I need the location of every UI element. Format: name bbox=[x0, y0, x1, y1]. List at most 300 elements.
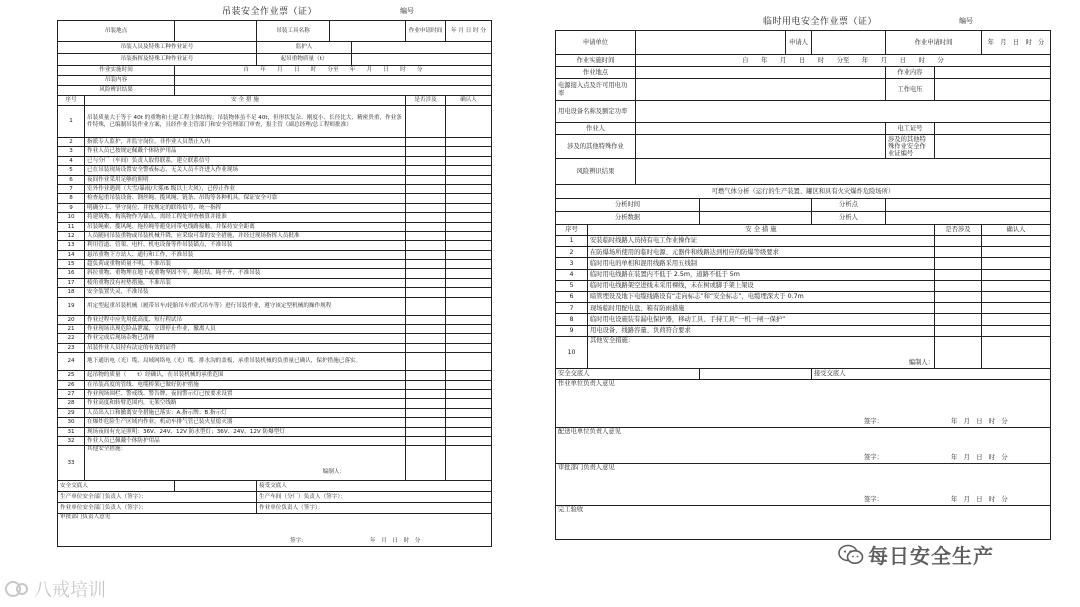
other-measures-cell[interactable] bbox=[588, 336, 935, 368]
measure-row bbox=[556, 314, 1051, 325]
other-confirmer[interactable] bbox=[446, 446, 492, 481]
editor-label: 编制人： bbox=[322, 468, 346, 475]
measure-row bbox=[556, 303, 1051, 314]
measure-no: 32 bbox=[58, 436, 85, 445]
apply-time-label: 作业申请时间 bbox=[886, 31, 982, 55]
measure-involved[interactable] bbox=[406, 399, 446, 408]
other-no: 33 bbox=[58, 446, 85, 481]
measure-no: 30 bbox=[58, 418, 85, 427]
measure-involved[interactable] bbox=[935, 325, 982, 336]
other-measures-label: 其他安全措施： bbox=[590, 336, 635, 344]
measure-no: 9 bbox=[58, 203, 85, 212]
measure-no: 2 bbox=[556, 247, 588, 258]
apply-time-label: 作业申请时间 bbox=[406, 21, 446, 42]
measure-no: 31 bbox=[58, 427, 85, 436]
measure-no: 7 bbox=[556, 303, 588, 314]
measure-text: 室外作业遇到（大雪/暴雨/大雾/6 级以上大风），已停止作业 bbox=[85, 184, 406, 193]
other-measures-cell[interactable] bbox=[85, 446, 406, 481]
measure-involved[interactable] bbox=[406, 175, 446, 184]
measure-involved[interactable] bbox=[406, 325, 446, 334]
measure-confirmer[interactable] bbox=[446, 353, 492, 371]
applicant-label: 申请人 bbox=[786, 31, 812, 55]
measure-involved[interactable] bbox=[935, 269, 982, 280]
measure-involved[interactable] bbox=[406, 222, 446, 231]
measure-confirmer[interactable] bbox=[446, 380, 492, 389]
measure-involved[interactable] bbox=[935, 258, 982, 269]
measure-confirmer[interactable] bbox=[446, 222, 492, 231]
col-involved: 是否涉及 bbox=[935, 225, 982, 236]
measure-confirmer[interactable] bbox=[982, 291, 1051, 302]
col-measures: 安 全 措 施 bbox=[588, 225, 935, 236]
measure-confirmer[interactable] bbox=[982, 236, 1051, 247]
approval-date: 年 月 日 时 分 bbox=[951, 496, 1008, 504]
training-watermark-text: 八戒培训 bbox=[34, 580, 106, 601]
completion-label: 完工验收 bbox=[558, 505, 584, 513]
measure-text: 已在吊装现场设置安全警戒标志，无关人员不许进入作业现场 bbox=[85, 166, 406, 175]
measure-row bbox=[58, 213, 492, 222]
implement-time-label: 作业实施时间 bbox=[556, 55, 636, 67]
measure-row bbox=[58, 343, 492, 352]
measure-row bbox=[58, 297, 492, 315]
measure-text: 利用管道、管架、电杆、机电设备等作吊装锚点，不准吊装 bbox=[85, 241, 406, 250]
measure-confirmer[interactable] bbox=[446, 389, 492, 398]
measure-row bbox=[58, 222, 492, 231]
measure-confirmer[interactable] bbox=[446, 231, 492, 240]
other-involved[interactable] bbox=[935, 336, 982, 368]
measure-involved[interactable] bbox=[406, 250, 446, 259]
measure-involved[interactable] bbox=[406, 371, 446, 380]
measure-involved[interactable] bbox=[406, 184, 446, 193]
measure-involved[interactable] bbox=[406, 241, 446, 250]
discloser-label: 安全交底人 bbox=[58, 481, 175, 492]
measure-involved[interactable] bbox=[406, 203, 446, 212]
lifting-permit-title: 吊装安全作业票（证） bbox=[222, 7, 318, 17]
measure-confirmer[interactable] bbox=[446, 278, 492, 287]
completion-cell[interactable] bbox=[556, 505, 1051, 539]
measure-row bbox=[58, 408, 492, 417]
measure-involved[interactable] bbox=[406, 278, 446, 287]
measure-row bbox=[556, 280, 1051, 291]
measure-confirmer[interactable] bbox=[446, 260, 492, 269]
measure-no: 3 bbox=[58, 147, 85, 156]
wechat-watermark bbox=[838, 540, 994, 569]
gas-analysis-title: 可燃气体分析（运行的生产装置、罐区和具有火灾爆炸危险场所） bbox=[556, 185, 1051, 199]
measure-text: 作业现场围栏、警戒线、警告牌、夜间警示灯已按要求设置 bbox=[85, 389, 406, 398]
measure-confirmer[interactable] bbox=[446, 399, 492, 408]
measure-involved[interactable] bbox=[406, 408, 446, 417]
measure-confirmer[interactable] bbox=[446, 156, 492, 165]
measure-no: 1 bbox=[58, 106, 85, 138]
measure-no: 9 bbox=[556, 325, 588, 336]
apply-time-value[interactable]: 年 月 日 时 分 bbox=[446, 21, 492, 42]
measure-confirmer[interactable] bbox=[446, 436, 492, 445]
col-no: 序号 bbox=[58, 96, 85, 106]
discloser-label: 安全交底人 bbox=[556, 368, 700, 379]
measure-row bbox=[58, 250, 492, 259]
measure-row bbox=[58, 436, 492, 445]
approval-sign-label: 签字： bbox=[864, 496, 883, 504]
voltage-label: 工作电压 bbox=[886, 79, 935, 101]
measure-row bbox=[58, 389, 492, 398]
content-value[interactable] bbox=[935, 67, 1051, 79]
measure-confirmer[interactable] bbox=[446, 288, 492, 297]
approval-opinion-label: 审批部门负责人意见 bbox=[558, 463, 615, 471]
other-measures-label: 其他安全措施： bbox=[87, 446, 127, 453]
measure-no: 10 bbox=[58, 213, 85, 222]
site-label: 作业地点 bbox=[556, 67, 636, 79]
measure-involved[interactable] bbox=[406, 260, 446, 269]
lifting-measure-list bbox=[58, 106, 492, 446]
measure-text: 地下通讯电（光）缆、局域网络电（光）缆、排水沟的盖板，承重吊装机械的负重量已确认，保护措施已落实。 bbox=[85, 353, 406, 371]
measure-no: 18 bbox=[58, 288, 85, 297]
site-label: 吊装地点 bbox=[58, 21, 175, 42]
training-logo-icon bbox=[4, 578, 30, 600]
measure-involved[interactable] bbox=[406, 288, 446, 297]
special-label: 涉及的其他特殊作业 bbox=[556, 135, 636, 159]
approval-opinion-cell[interactable] bbox=[556, 463, 1051, 505]
measure-row bbox=[58, 241, 492, 250]
discloser-value[interactable] bbox=[175, 481, 257, 492]
work-unit-sign-label: 签字： bbox=[864, 418, 883, 426]
implement-time-label: 作业实施时间 bbox=[58, 66, 175, 76]
measure-row bbox=[58, 278, 492, 287]
measure-no: 17 bbox=[58, 278, 85, 287]
measure-text: 棱角重物没有衬垫措施，不准吊装 bbox=[85, 278, 406, 287]
lifting-permit-number-label: 编号 bbox=[400, 7, 414, 15]
risk-label: 风险辨识结果 bbox=[58, 86, 175, 96]
equipment-value[interactable] bbox=[636, 101, 1051, 123]
measure-no: 26 bbox=[58, 380, 85, 389]
prod-mgr-label: 生产单位安全部门负责人（签字）： bbox=[58, 492, 257, 503]
measure-row bbox=[58, 334, 492, 343]
measure-confirmer[interactable] bbox=[446, 269, 492, 278]
measure-no: 6 bbox=[58, 175, 85, 184]
measure-confirmer[interactable] bbox=[446, 315, 492, 324]
measure-text: 临时用电线路在装置内不低于 2.5m，道路不低于 5m bbox=[588, 269, 935, 280]
measure-confirmer[interactable] bbox=[446, 427, 492, 436]
measure-confirmer[interactable] bbox=[446, 408, 492, 417]
measure-no: 3 bbox=[556, 258, 588, 269]
work-unit-opinion-cell[interactable] bbox=[556, 379, 1051, 427]
measure-involved[interactable] bbox=[406, 380, 446, 389]
measure-confirmer[interactable] bbox=[446, 184, 492, 193]
measure-row bbox=[58, 353, 492, 371]
measure-confirmer[interactable] bbox=[446, 213, 492, 222]
special-value[interactable] bbox=[636, 135, 886, 159]
measure-confirmer[interactable] bbox=[446, 138, 492, 147]
measure-no: 13 bbox=[58, 241, 85, 250]
measure-involved[interactable] bbox=[406, 147, 446, 156]
col-confirmer: 确认人 bbox=[982, 225, 1051, 236]
measure-no: 16 bbox=[58, 269, 85, 278]
measure-text: 吊装质量大于等于 40t 的重物和土建工程主体结构；吊装物体虽不足 40t，但形状复杂、刚度小、长径比大、精密贵重，作业条件特殊，已编制吊装作业方案，且经作业主管部门和安全管理部门审查，报主管（副总经理/总工程师批准） bbox=[85, 106, 406, 138]
electrician-value[interactable] bbox=[935, 123, 1051, 135]
measure-row bbox=[58, 288, 492, 297]
measure-involved[interactable] bbox=[406, 334, 446, 343]
measure-no: 19 bbox=[58, 297, 85, 315]
measure-no: 25 bbox=[58, 371, 85, 380]
measure-confirmer[interactable] bbox=[446, 250, 492, 259]
unit-value[interactable] bbox=[636, 31, 786, 55]
electricity-permit-number-label: 编号 bbox=[959, 17, 973, 25]
measure-confirmer[interactable] bbox=[446, 325, 492, 334]
site-value[interactable] bbox=[636, 67, 886, 79]
analysis-time-label: 分析时间 bbox=[556, 199, 700, 212]
measure-involved[interactable] bbox=[406, 156, 446, 165]
discloser-value[interactable] bbox=[700, 368, 812, 379]
measure-involved[interactable] bbox=[406, 138, 446, 147]
measure-text: 明确分工、坚守岗位，并按规定的联络信号，统一指挥 bbox=[85, 203, 406, 212]
analyst-value[interactable] bbox=[886, 212, 1051, 225]
risk-value[interactable] bbox=[636, 159, 1051, 185]
measure-confirmer[interactable] bbox=[982, 280, 1051, 291]
measure-confirmer[interactable] bbox=[446, 241, 492, 250]
measure-involved[interactable] bbox=[935, 236, 982, 247]
measure-confirmer[interactable] bbox=[446, 334, 492, 343]
measure-text: 人员出入口和撤离安全措施已落实：A.指示牌；B.指示灯 bbox=[85, 408, 406, 417]
wechat-watermark-text: 每日安全生产 bbox=[868, 544, 994, 568]
measure-no: 20 bbox=[58, 315, 85, 324]
risk-label: 风险辨识结果 bbox=[556, 159, 636, 185]
col-confirmer: 确认人 bbox=[446, 96, 492, 106]
measure-confirmer[interactable] bbox=[982, 269, 1051, 280]
implement-time-value[interactable]: 自 年 月 日 时 分至 年 月 日 时 分 bbox=[636, 55, 1051, 67]
measure-involved[interactable] bbox=[406, 269, 446, 278]
access-label: 电源接入点及许可用电功率 bbox=[556, 79, 636, 101]
measure-confirmer[interactable] bbox=[982, 303, 1051, 314]
measure-text: 临时用电线路架空进线未采用裸线，未在树或脚手架上架设 bbox=[588, 280, 935, 291]
measure-row bbox=[556, 325, 1051, 336]
measure-involved[interactable] bbox=[406, 343, 446, 352]
guardian-label: 监护人 bbox=[257, 42, 352, 54]
measure-involved[interactable] bbox=[406, 194, 446, 203]
measure-no: 2 bbox=[58, 138, 85, 147]
measure-no: 12 bbox=[58, 231, 85, 240]
measure-no: 14 bbox=[58, 250, 85, 259]
col-measures: 安 全 措 施 bbox=[85, 96, 406, 106]
measure-confirmer[interactable] bbox=[446, 371, 492, 380]
measure-text: 吊装绳索、揽风绳、拖拉绳等避免同带电线路接触，并保持安全距离 bbox=[85, 222, 406, 231]
measure-confirmer[interactable] bbox=[982, 314, 1051, 325]
content-label: 吊装内容 bbox=[58, 76, 175, 86]
measure-row bbox=[58, 184, 492, 193]
electrician-label: 电工证号 bbox=[886, 123, 935, 135]
measure-involved[interactable] bbox=[406, 315, 446, 324]
measure-text: 作业人员已佩戴个体防护用品 bbox=[85, 436, 406, 445]
equipment-label: 用电设备名称及额定功率 bbox=[556, 101, 636, 123]
measure-confirmer[interactable] bbox=[446, 166, 492, 175]
applicant-value[interactable] bbox=[812, 31, 886, 55]
measure-text: 人员随同吊装重物或吊装机械升降，应采取可靠的安全措施，并经过现场指挥人员批准 bbox=[85, 231, 406, 240]
approval-date: 年 月 日 时 分 bbox=[370, 537, 421, 544]
measure-involved[interactable] bbox=[406, 353, 446, 371]
measure-no: 21 bbox=[58, 325, 85, 334]
measure-text: 将建筑物、构筑物作为锚点，需经工程处审查核算并批准 bbox=[85, 213, 406, 222]
power-unit-date: 年 月 日 时 分 bbox=[951, 454, 1008, 462]
measure-text: 作业完成后现场杂物已清理 bbox=[85, 334, 406, 343]
measure-text: 在吊装高度的管线、电缆桥架已做好防护措施 bbox=[85, 380, 406, 389]
measure-no: 28 bbox=[58, 399, 85, 408]
unit-label: 申请单位 bbox=[556, 31, 636, 55]
apply-time-value[interactable]: 年 月 日 时 分 bbox=[982, 31, 1051, 55]
crew-cert-label: 吊装人员及特殊工种作业证号 bbox=[58, 42, 257, 54]
measure-confirmer[interactable] bbox=[446, 203, 492, 212]
measure-no: 5 bbox=[58, 166, 85, 175]
measure-no: 5 bbox=[556, 280, 588, 291]
tool-value[interactable] bbox=[330, 21, 406, 42]
measure-row bbox=[58, 175, 492, 184]
measure-confirmer[interactable] bbox=[446, 147, 492, 156]
voltage-value[interactable] bbox=[935, 79, 1051, 101]
measure-involved[interactable] bbox=[406, 418, 446, 427]
electricity-permit-table bbox=[555, 30, 1051, 540]
measure-confirmer[interactable] bbox=[446, 175, 492, 184]
approval-cell[interactable] bbox=[58, 514, 492, 547]
measure-text: 斜拉重物、重物埋在地下或重物坚固不牢，绳打结、绳不齐，不准吊装 bbox=[85, 269, 406, 278]
analysis-data-value[interactable] bbox=[700, 212, 812, 225]
measure-text: 临时用电的单相和混用线路采用五线制 bbox=[588, 258, 935, 269]
work-unit-opinion-label: 作业单位负责人意见 bbox=[558, 379, 615, 387]
measure-involved[interactable] bbox=[406, 106, 446, 138]
worker-value[interactable] bbox=[636, 123, 886, 135]
content-value[interactable] bbox=[175, 76, 492, 86]
measure-row bbox=[58, 399, 492, 408]
measure-text: 检查起重吊装设备、钢丝绳、揽风绳、链条、吊钩等各种机具，保证安全可靠 bbox=[85, 194, 406, 203]
measure-row bbox=[58, 315, 492, 324]
receiver-label: 接受交底人 bbox=[257, 481, 492, 492]
measure-no: 4 bbox=[58, 156, 85, 165]
measure-row bbox=[58, 166, 492, 175]
guardian-value[interactable] bbox=[352, 42, 492, 54]
measure-text: 用电设备、线路容量、负荷符合要求 bbox=[588, 325, 935, 336]
measure-text: 作业过程中应先用低高度、短行程试吊 bbox=[85, 315, 406, 324]
measure-involved[interactable] bbox=[935, 314, 982, 325]
training-watermark bbox=[4, 576, 106, 602]
measure-row bbox=[58, 371, 492, 380]
site-value[interactable] bbox=[175, 21, 257, 42]
weight-value[interactable] bbox=[352, 54, 492, 66]
measure-row bbox=[556, 247, 1051, 258]
measure-row bbox=[556, 269, 1051, 280]
measure-involved[interactable] bbox=[935, 280, 982, 291]
measure-no: 6 bbox=[556, 291, 588, 302]
measure-involved[interactable] bbox=[406, 231, 446, 240]
measure-no: 15 bbox=[58, 260, 85, 269]
measure-involved[interactable] bbox=[406, 166, 446, 175]
special-cert-value[interactable] bbox=[935, 135, 1051, 159]
measure-confirmer[interactable] bbox=[446, 297, 492, 315]
measure-row bbox=[58, 147, 492, 156]
work-head-label: 作业单位负责人（签字）： bbox=[257, 503, 492, 514]
power-unit-sign-label: 签字： bbox=[864, 454, 883, 462]
measure-row bbox=[58, 427, 492, 436]
measure-text: 在防爆场所使用的临时电源、元器件和线路达到相应的防爆等级要求 bbox=[588, 247, 935, 258]
measure-involved[interactable] bbox=[406, 297, 446, 315]
content-label: 作业内容 bbox=[886, 67, 935, 79]
measure-no: 7 bbox=[58, 184, 85, 193]
col-no: 序号 bbox=[556, 225, 588, 236]
analysis-data-label: 分析数据 bbox=[556, 212, 700, 225]
measure-text: 安全装置失灵，不准吊装 bbox=[85, 288, 406, 297]
measure-text: 现场夜间有充足照明：36V、24V、12V 防水型灯；36V、24V、12V 防爆型灯 bbox=[85, 427, 406, 436]
measure-no: 1 bbox=[556, 236, 588, 247]
measure-text: 用定型起重吊装机械（履带吊车/轮胎吊车/轿式吊车等）进行吊装作业，遵守该定型机械的操作规程 bbox=[85, 297, 406, 315]
measure-row bbox=[58, 138, 492, 147]
measure-row bbox=[58, 260, 492, 269]
measure-row bbox=[58, 203, 492, 212]
electricity-permit-title: 临时用电安全作业票（证） bbox=[763, 17, 878, 27]
measure-no: 4 bbox=[556, 269, 588, 280]
power-unit-opinion-cell[interactable] bbox=[556, 427, 1051, 463]
measure-involved[interactable] bbox=[406, 436, 446, 445]
work-unit-date: 年 月 日 时 分 bbox=[951, 418, 1008, 426]
measure-confirmer[interactable] bbox=[982, 247, 1051, 258]
measure-row bbox=[58, 380, 492, 389]
measure-no: 11 bbox=[58, 222, 85, 231]
measure-text: 吊装作业人员持有法定的有效的证件 bbox=[85, 343, 406, 352]
measure-text: 作业人员已按规定佩戴个体防护用品 bbox=[85, 147, 406, 156]
measure-confirmer[interactable] bbox=[982, 325, 1051, 336]
measure-no: 27 bbox=[58, 389, 85, 398]
measure-text: 临时用电设施装有漏电保护器，移动工具、手持工具“一机一闸一保护” bbox=[588, 314, 935, 325]
measure-involved[interactable] bbox=[935, 247, 982, 258]
analysis-point-label: 分析点 bbox=[812, 199, 886, 212]
measure-row bbox=[556, 236, 1051, 247]
measure-involved[interactable] bbox=[406, 427, 446, 436]
measure-text: 悬吊重物下方站人、通行和工作，不准吊装 bbox=[85, 250, 406, 259]
analysis-point-value[interactable] bbox=[886, 199, 1051, 212]
measure-text: 起吊物的质量（ t）经确认，在吊装机械的承重范围 bbox=[85, 371, 406, 380]
implement-time-value[interactable]: 自 年 月 日 时 分至 年 月 日 时 分 bbox=[175, 66, 492, 76]
measure-no: 8 bbox=[58, 194, 85, 203]
measure-no: 23 bbox=[58, 343, 85, 352]
measure-involved[interactable] bbox=[406, 389, 446, 398]
measure-row bbox=[58, 194, 492, 203]
measure-involved[interactable] bbox=[935, 303, 982, 314]
lifting-permit-sheet bbox=[52, 0, 494, 607]
approval-sign-label: 签字： bbox=[290, 537, 307, 544]
measure-confirmer[interactable] bbox=[446, 343, 492, 352]
measure-no: 29 bbox=[58, 408, 85, 417]
measure-text: 超负荷或重物质量不明，不准吊装 bbox=[85, 260, 406, 269]
measure-confirmer[interactable] bbox=[446, 106, 492, 138]
other-no: 10 bbox=[556, 336, 588, 368]
measure-confirmer[interactable] bbox=[446, 194, 492, 203]
measure-text: 作业现场出现危险品泄漏，立即停止作业，撤离人员 bbox=[85, 325, 406, 334]
receiver-label: 接受交底人 bbox=[812, 368, 1051, 379]
measure-row bbox=[58, 418, 492, 427]
risk-value[interactable] bbox=[175, 86, 492, 96]
measure-confirmer[interactable] bbox=[446, 418, 492, 427]
measure-row bbox=[58, 325, 492, 334]
access-value[interactable] bbox=[636, 79, 886, 101]
measure-text: 暗管埋设及地下电缆线路设有“走向标志”和“安全标志”，电缆埋深大于 0.7m bbox=[588, 291, 935, 302]
work-mgr-label: 作业单位安全部门负责人（签字）： bbox=[58, 503, 257, 514]
wechat-icon bbox=[838, 544, 864, 566]
measure-involved[interactable] bbox=[935, 291, 982, 302]
measure-row bbox=[58, 156, 492, 165]
tool-label: 吊装工具名称 bbox=[257, 21, 330, 42]
measure-row bbox=[58, 269, 492, 278]
measure-text: 作业高度和转臂范围内，无架空线路 bbox=[85, 399, 406, 408]
measure-row bbox=[556, 291, 1051, 302]
analysis-time-value[interactable] bbox=[700, 199, 812, 212]
other-confirmer[interactable] bbox=[982, 336, 1051, 368]
measure-involved[interactable] bbox=[406, 213, 446, 222]
worker-label: 作业人 bbox=[556, 123, 636, 135]
measure-confirmer[interactable] bbox=[982, 258, 1051, 269]
other-involved[interactable] bbox=[406, 446, 446, 481]
